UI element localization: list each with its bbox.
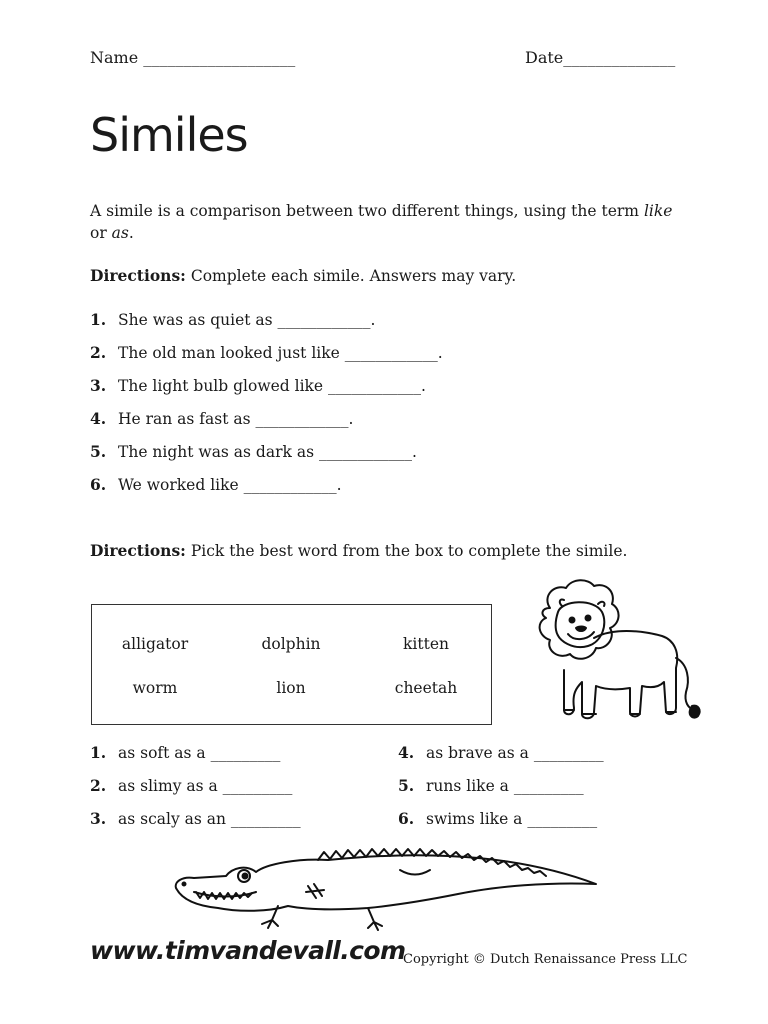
copyright-notice: Copyright © Dutch Renaissance Press LLC bbox=[403, 952, 688, 967]
fill-item bbox=[90, 809, 301, 828]
item-text: as soft as a _________ bbox=[118, 744, 281, 762]
date-field-label: Date______________ bbox=[525, 48, 676, 67]
item-number: 1. bbox=[90, 310, 107, 329]
directions-2-label: Directions: bbox=[90, 541, 186, 560]
website-url: www.timvandevall.com bbox=[90, 936, 406, 965]
item-number: 4. bbox=[90, 409, 107, 428]
intro-text-end: . bbox=[128, 224, 134, 242]
word-bank-item: kitten bbox=[403, 635, 449, 653]
item-number: 2. bbox=[90, 343, 107, 362]
item-text: The light bulb glowed like ____________. bbox=[118, 377, 426, 395]
word-bank-item: lion bbox=[276, 679, 306, 697]
directions-2 bbox=[90, 541, 627, 560]
item-number: 5. bbox=[90, 442, 107, 461]
word-bank-item: alligator bbox=[121, 635, 189, 653]
directions-1-label: Directions: bbox=[90, 266, 186, 285]
intro-term-as: as bbox=[111, 224, 129, 242]
item-number: 3. bbox=[90, 376, 107, 395]
item-number: 4. bbox=[398, 743, 415, 762]
item-text: as brave as a _________ bbox=[426, 744, 604, 762]
intro-term-like: like bbox=[643, 202, 673, 220]
item-text: We worked like ____________. bbox=[118, 476, 342, 494]
simile-item bbox=[90, 442, 417, 461]
intro-paragraph bbox=[90, 200, 690, 244]
directions-1 bbox=[90, 266, 516, 285]
item-text: He ran as fast as ____________. bbox=[118, 410, 354, 428]
simile-item bbox=[90, 475, 342, 494]
fill-item bbox=[398, 809, 597, 828]
fill-item bbox=[398, 776, 584, 795]
word-bank-box bbox=[91, 604, 492, 725]
item-text: as scaly as an _________ bbox=[118, 810, 301, 828]
alligator-illustration bbox=[168, 846, 602, 932]
item-number: 1. bbox=[90, 743, 107, 762]
page-title: Similes bbox=[90, 108, 248, 162]
fill-item bbox=[90, 776, 292, 795]
item-number: 6. bbox=[398, 809, 415, 828]
item-number: 6. bbox=[90, 475, 107, 494]
simile-item bbox=[90, 409, 353, 428]
item-text: swims like a _________ bbox=[426, 810, 598, 828]
name-field-label: Name ___________________ bbox=[90, 48, 296, 67]
simile-item bbox=[90, 310, 375, 329]
simile-item bbox=[90, 343, 443, 362]
intro-text: A simile is a comparison between two different things, using the term bbox=[90, 202, 644, 220]
item-number: 2. bbox=[90, 776, 107, 795]
fill-item bbox=[90, 743, 280, 762]
item-text: The old man looked just like ____________. bbox=[118, 344, 443, 362]
fill-item bbox=[398, 743, 604, 762]
intro-text-or: or bbox=[90, 224, 112, 242]
item-text: as slimy as a _________ bbox=[118, 777, 293, 795]
word-bank-item: dolphin bbox=[261, 635, 321, 653]
item-text: She was as quiet as ____________. bbox=[118, 311, 376, 329]
item-text: runs like a _________ bbox=[426, 777, 584, 795]
directions-2-text: Pick the best word from the box to complete the simile. bbox=[185, 542, 628, 560]
simile-item bbox=[90, 376, 426, 395]
word-bank-item: worm bbox=[132, 679, 178, 697]
item-text: The night was as dark as ____________. bbox=[118, 443, 417, 461]
word-bank-item: cheetah bbox=[394, 679, 458, 697]
item-number: 5. bbox=[398, 776, 415, 795]
directions-1-text: Complete each simile. Answers may vary. bbox=[185, 267, 517, 285]
item-number: 3. bbox=[90, 809, 107, 828]
lion-illustration bbox=[522, 578, 704, 734]
